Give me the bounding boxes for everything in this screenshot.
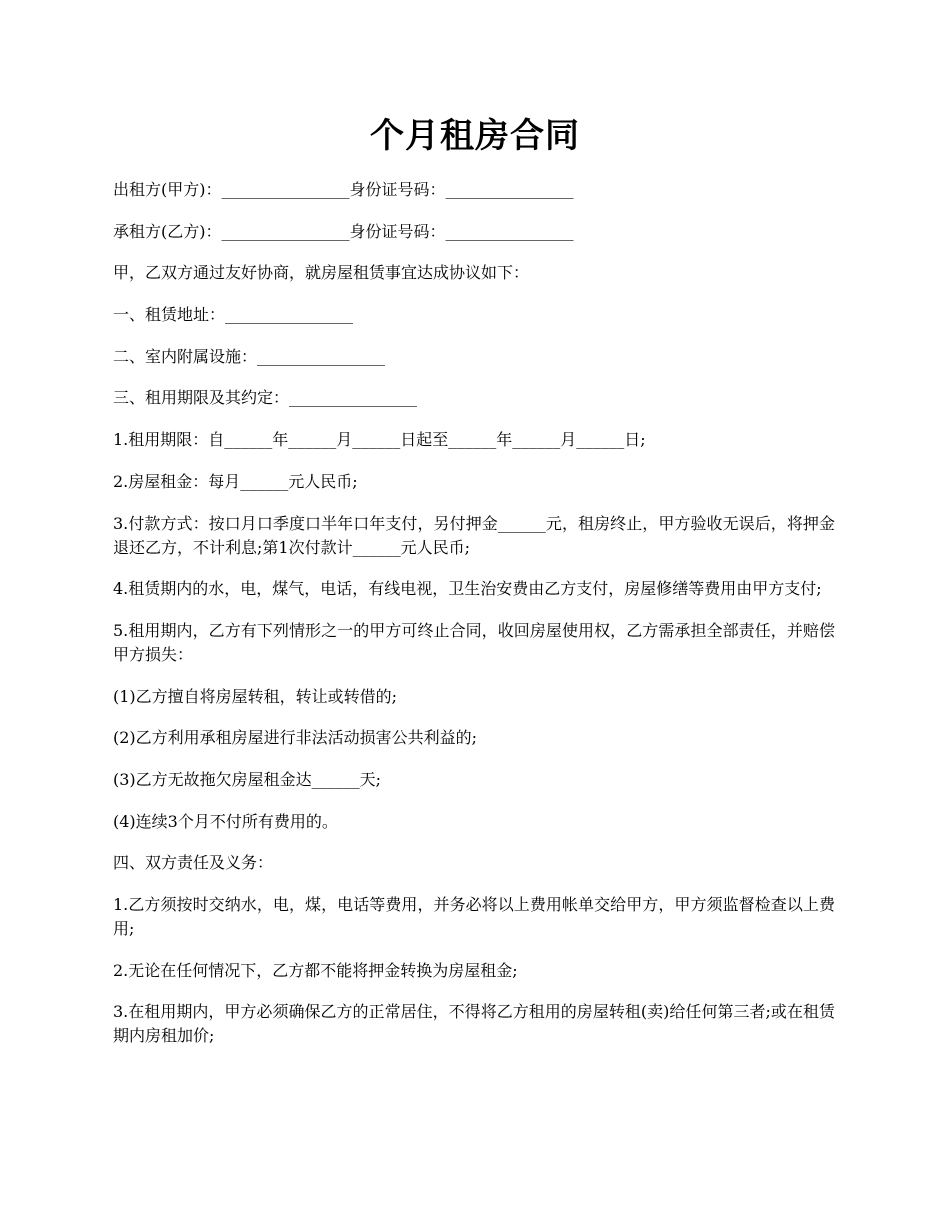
agreement-intro: 甲，乙双方通过友好协商，就房屋租赁事宜达成协议如下：: [113, 263, 530, 283]
clause-rent: 2.房屋租金：每月______元人民币;: [113, 471, 358, 491]
clause-termination: 5.租用期内，乙方有下列情形之一的甲方可终止合同，收回房屋使用权，乙方需承担全部责任，并赔偿甲方损失：: [113, 620, 835, 664]
lessee-line: 承租方(乙方)：________________身份证号码：________________: [113, 221, 574, 241]
clause-payment: 3.付款方式：按口月口季度口半年口年支付，另付押金______元，租房终止，甲方验收无误后，将押金退还乙方，不计利息;第1次付款计______元人民币;: [113, 513, 835, 557]
section-term: 三、租用期限及其约定：________________: [113, 388, 418, 408]
termination-item-2: (2)乙方利用承租房屋进行非法活动损害公共利益的;: [113, 728, 478, 748]
section-duties: 四、双方责任及义务：: [113, 853, 274, 873]
clause-utilities: 4.租赁期内的水，电，煤气，电话，有线电视，卫生治安费由乙方支付，房屋修缮等费用由甲方支付;: [113, 579, 822, 599]
termination-item-4: (4)连续3个月不付所有费用的。: [113, 811, 338, 831]
termination-item-1: (1)乙方擅自将房屋转租，转让或转借的;: [113, 686, 398, 706]
duty-1: 1.乙方须按时交纳水，电，煤，电话等费用，并务必将以上费用帐单交给甲方，甲方须监督检查以上费用;: [113, 895, 835, 938]
clause-lease-period: 1.租用期限：自______年______月______日起至______年______月______日;: [113, 430, 646, 450]
document-title: 个月租房合同: [370, 116, 580, 156]
document-body: [113, 178, 835, 1066]
duty-3: 3.在租用期内，甲方必须确保乙方的正常居住，不得将乙方租用的房屋转租(卖)给任何第三者;或在租赁期内房租加价;: [113, 1002, 835, 1046]
section-facilities: 二、室内附属设施：________________: [113, 346, 386, 366]
termination-item-3: (3)乙方无故拖欠房屋租金达______天;: [113, 769, 382, 789]
duty-2: 2.无论在任何情况下，乙方都不能将押金转换为房屋租金;: [113, 960, 518, 980]
lessor-line: 出租方(甲方)：________________身份证号码：________________: [113, 180, 574, 199]
section-address: 一、租赁地址：________________: [113, 305, 354, 325]
